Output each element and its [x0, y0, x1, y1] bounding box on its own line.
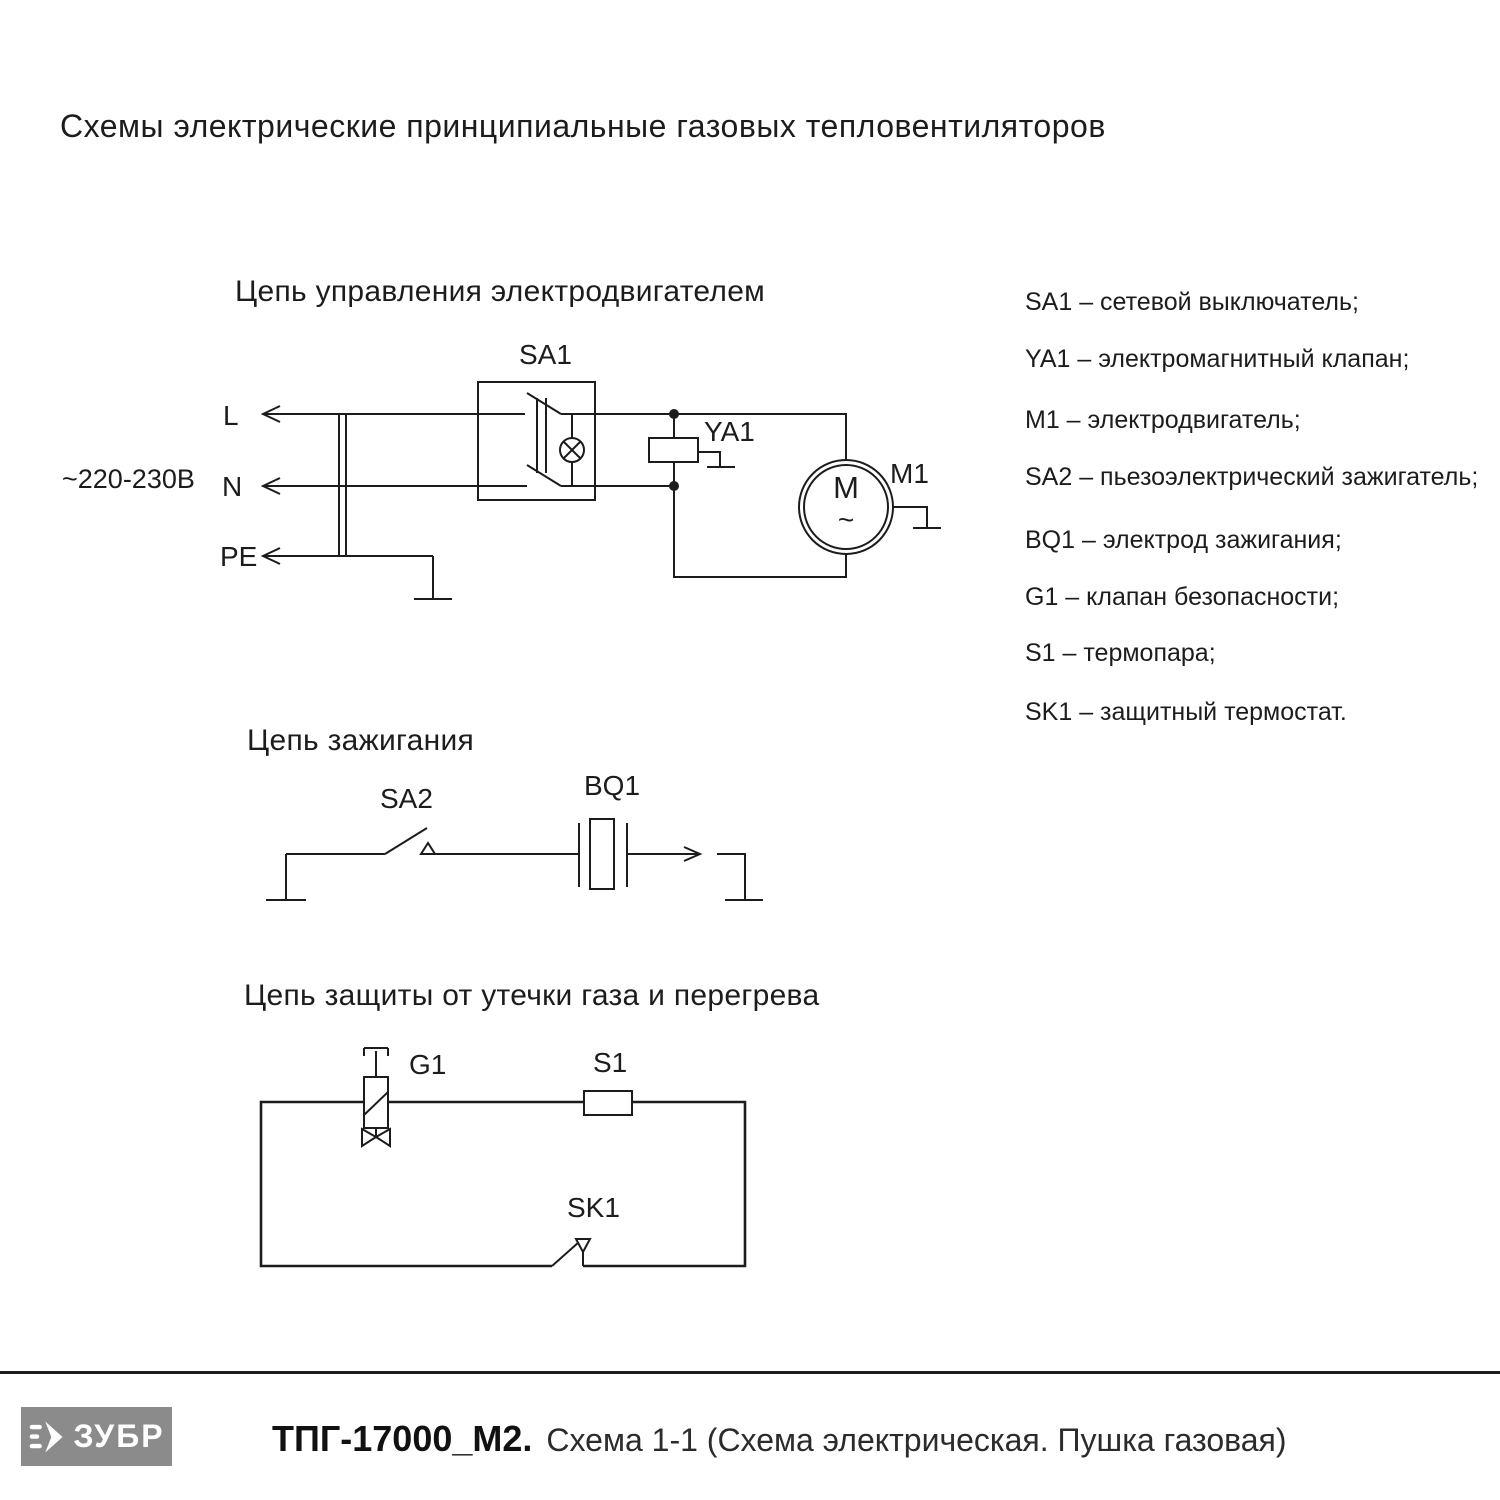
sa1-lever-top — [527, 393, 561, 414]
sa1-lever-bottom — [527, 465, 561, 486]
s1-label: S1 — [593, 1047, 628, 1078]
protection-circuit-title: Цепь защиты от утечки газа и перегрева — [244, 979, 820, 1012]
sa2-return-triangle — [421, 843, 435, 854]
motor-letter: M — [833, 470, 859, 505]
junction-dot — [669, 481, 679, 491]
motor-wave-icon: ~ — [837, 504, 855, 535]
sa2-lever — [385, 828, 427, 854]
legend-item-s1: S1 – термопара; — [1025, 639, 1216, 667]
right-ground-icon — [717, 854, 763, 900]
legend-item-m1: M1 – электродвигатель; — [1025, 406, 1301, 434]
protection-circuit-drawing — [261, 1048, 745, 1266]
ignition-circuit-title: Цепь зажигания — [247, 724, 475, 757]
sk1-contact-triangle — [576, 1239, 590, 1252]
scheme-caption: Схема 1-1 (Схема электрическая. Пушка газовая) — [546, 1422, 1287, 1458]
brand-emblem-icon — [28, 1419, 66, 1455]
protection-loop — [261, 1102, 745, 1266]
line-label-n: N — [222, 471, 243, 502]
s1-thermocouple — [584, 1091, 632, 1115]
legend-item-g1: G1 – клапан безопасности; — [1025, 583, 1340, 611]
brand-logo — [21, 1407, 172, 1466]
g1-plunger — [364, 1048, 388, 1077]
bq1-label: BQ1 — [584, 770, 641, 801]
ya1-coil — [649, 438, 698, 462]
legend-item-ya1: YA1 – электромагнитный клапан; — [1025, 345, 1410, 373]
legend-item-bq1: BQ1 – электрод зажигания; — [1025, 526, 1342, 554]
footer-divider — [0, 1371, 1500, 1374]
bq1-electrode — [590, 819, 614, 889]
motor-ground-icon — [893, 507, 941, 528]
m1-label: M1 — [890, 458, 929, 489]
ya1-label: YA1 — [704, 416, 755, 447]
ignition-circuit-drawing — [266, 819, 763, 900]
brand-name: ЗУБР — [73, 1418, 165, 1455]
voltage-label: ~220-230В — [62, 464, 195, 494]
g1-label: G1 — [409, 1049, 447, 1080]
sa2-label: SA2 — [380, 783, 433, 814]
legend-item-sa1: SA1 – сетевой выключатель; — [1025, 288, 1359, 316]
ya1-ground-icon — [698, 452, 735, 467]
left-ground-icon — [266, 854, 306, 900]
sk1-label: SK1 — [567, 1192, 620, 1223]
page-title: Схемы электрические принципиальные газовых тепловентиляторов — [60, 108, 1106, 144]
control-circuit-title: Цепь управления электродвигателем — [235, 275, 766, 308]
line-label-pe: PE — [220, 541, 258, 572]
sk1-lever — [552, 1242, 579, 1266]
legend-item-sk1: SK1 – защитный термостат. — [1025, 698, 1347, 726]
pe-ground-icon — [414, 556, 452, 599]
sa1-label: SA1 — [519, 339, 572, 370]
sa1-linkage — [537, 398, 546, 473]
line-label-l: L — [223, 400, 239, 431]
junction-dot — [669, 409, 679, 419]
footer-caption-row — [272, 1418, 1287, 1459]
model-number: ТПГ-17000_М2. — [272, 1418, 533, 1459]
indicator-lamp-cross — [564, 442, 581, 459]
legend-item-sa2: SA2 – пьезоэлектрический зажигатель; — [1025, 463, 1479, 491]
